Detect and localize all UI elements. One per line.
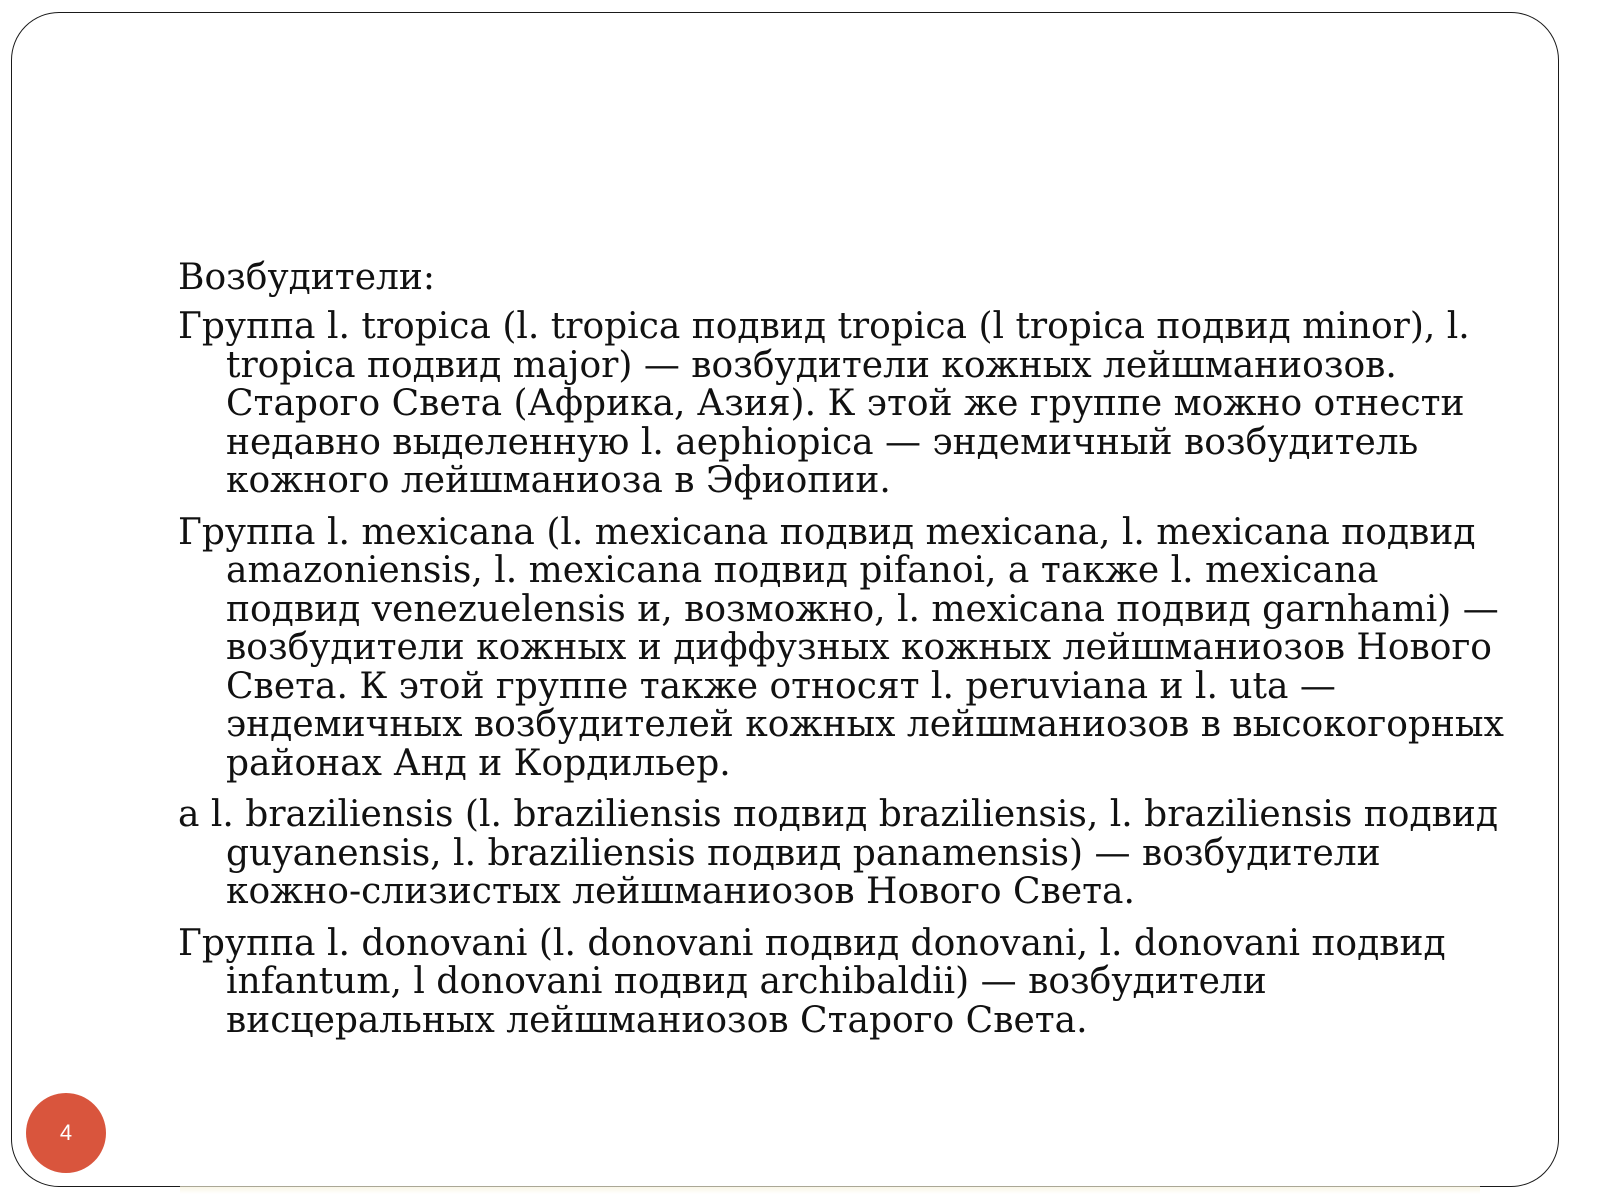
page-number-badge: [26, 1093, 106, 1173]
slide-content: [178, 256, 1508, 1053]
paragraph-braziliensis: а l. braziliensis (l. braziliensis подвид braziliensis, l. braziliensis подвид guyanensis, l. braziliensis подвид panamensis) — возбудители кожно-слизистых лейшманиозов Нового Света.: [178, 794, 1499, 912]
slide-heading: Возбудители:: [178, 257, 435, 298]
paragraph-donovani: Группа l. donovani (l. donovani подвид donovani, l. donovani подвид infantum, l donovani подвид archibaldii) — возбудители висцеральных лейшманиозов Старого Света.: [178, 922, 1446, 1041]
paragraph-mexicana: Группа l. mexicana (l. mexicana подвид mexicana, l. mexicana подвид amazoniensis, l. mexicana подвид pifanoi, а также l. mexicana подвид venezuelensis и, возможно, l. mexicana подвид garnhami) — возбудители кожных и диффузных кожных лейшманиозов Нового Света. К этой группе также относят l. peruviana и l. uta — эндемичных возбудителей кожных лейшманиозов в высокогорных районах Анд и Кордильер.: [178, 511, 1504, 784]
paragraph-tropica: Группа l. tropica (l. tropica подвид tropica (l tropica подвид minor), l. tropica подвид major) — возбудители кожных лейшманиозов. Старого Света (Африка, Азия). К этой же группе можно отнести недавно выделенную l. aephiopica — эндемичный возбудитель кожного лейшманиоза в Эфиопии.: [178, 306, 1470, 501]
slide-bottom-shadow: [180, 1186, 1480, 1194]
page-number-label: 4: [59, 1120, 73, 1145]
